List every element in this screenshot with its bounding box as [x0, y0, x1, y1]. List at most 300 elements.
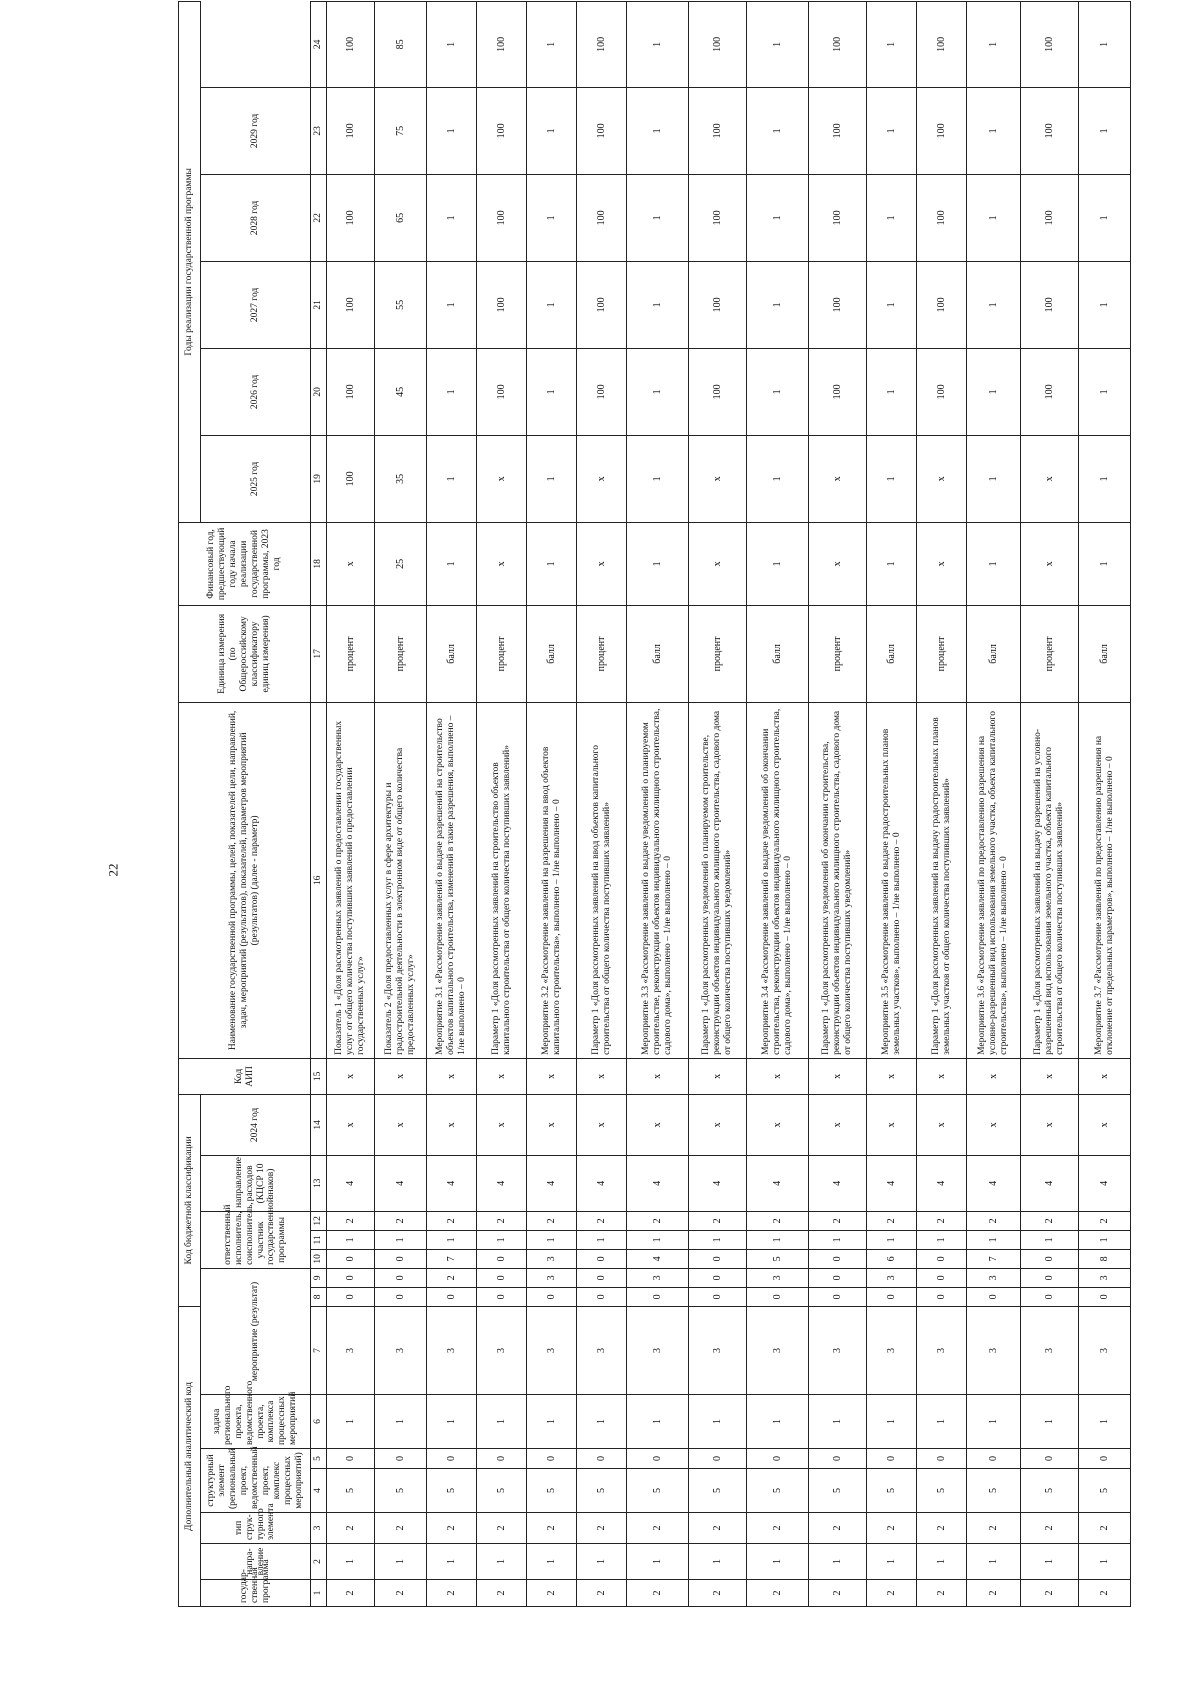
year-value-cell: 1	[747, 435, 809, 522]
unit-cell: процент	[477, 605, 527, 702]
code-cell: 3	[967, 1306, 1021, 1394]
year-value-cell: 1	[627, 87, 689, 174]
code-cell: 2	[427, 1580, 477, 1607]
code-cell: 2	[627, 1513, 689, 1544]
code-cell: 2	[577, 1513, 627, 1544]
year-value-cell: 100	[327, 87, 375, 174]
indicators-table	[178, 1, 1131, 1607]
year-value-cell: 100	[689, 174, 747, 261]
code-cell: 0	[627, 1449, 689, 1469]
code-cell: 0	[327, 1287, 375, 1306]
year-value-cell: 100	[809, 87, 867, 174]
code-cell: 1	[867, 1395, 917, 1449]
code-cell: 4	[917, 1155, 967, 1211]
code-cell: 2	[689, 1580, 747, 1607]
code-cell: 7	[427, 1249, 477, 1268]
code-cell: 2	[967, 1211, 1021, 1230]
year-value-cell: 1	[747, 87, 809, 174]
code-cell: 2	[867, 1211, 917, 1230]
code-cell: x	[967, 1058, 1021, 1094]
code-cell: 1	[917, 1230, 967, 1249]
code-cell: 3	[747, 1268, 809, 1287]
year-value-cell: 1	[967, 87, 1021, 174]
unit-cell: балл	[867, 605, 917, 702]
year-value-cell: 100	[917, 261, 967, 348]
unit-cell: процент	[375, 605, 427, 702]
column-number: 22	[311, 174, 327, 261]
code-cell: 0	[577, 1449, 627, 1469]
table-viewport	[178, 36, 1115, 1607]
table-row	[867, 1, 917, 1606]
code-cell: 5	[527, 1469, 577, 1513]
code-cell: 1	[967, 1395, 1021, 1449]
year-value-cell: 100	[1021, 1, 1079, 87]
code-cell: 1	[747, 1395, 809, 1449]
code-cell: 0	[689, 1268, 747, 1287]
year-value-cell: 100	[577, 348, 627, 435]
code-cell: 0	[375, 1268, 427, 1287]
year-value-cell: 1	[967, 435, 1021, 522]
unit-cell: процент	[327, 605, 375, 702]
code-cell: 2	[375, 1211, 427, 1230]
code-cell: 5	[577, 1469, 627, 1513]
code-cell: 1	[1079, 1230, 1131, 1249]
year-value-cell: 100	[689, 1, 747, 87]
code-cell: 0	[375, 1287, 427, 1306]
code-cell: 5	[747, 1469, 809, 1513]
code-cell: 0	[917, 1249, 967, 1268]
table-row	[917, 1, 967, 1606]
code-cell: 0	[477, 1287, 527, 1306]
code-cell: 3	[967, 1268, 1021, 1287]
column-number: 5	[311, 1449, 327, 1469]
code-cell: 1	[375, 1544, 427, 1580]
code-cell: 0	[867, 1287, 917, 1306]
code-cell: 1	[327, 1544, 375, 1580]
code-cell: 2	[427, 1268, 477, 1287]
code-cell: 3	[427, 1306, 477, 1394]
code-cell: x	[1021, 1094, 1079, 1155]
code-cell: 5	[747, 1249, 809, 1268]
code-cell: 0	[1021, 1249, 1079, 1268]
code-cell: 1	[809, 1230, 867, 1249]
item-name-cell: Мероприятие 3.2 «Рассмотрение заявлений на разрешения на ввод объектов капитального строительства», выполнено – 1/не выполнено – 0	[527, 702, 577, 1058]
code-cell: 4	[1021, 1155, 1079, 1211]
code-cell: 0	[527, 1449, 577, 1469]
code-cell: 1	[627, 1544, 689, 1580]
code-cell: 2	[477, 1580, 527, 1607]
code-cell: x	[689, 1094, 747, 1155]
code-cell: 0	[327, 1449, 375, 1469]
code-cell: 4	[577, 1155, 627, 1211]
year-value-cell: x	[809, 435, 867, 522]
code-cell: 1	[867, 1544, 917, 1580]
code-cell: 1	[627, 1395, 689, 1449]
code-cell: x	[1079, 1058, 1131, 1094]
year-value-cell: 35	[375, 435, 427, 522]
code-cell: 1	[477, 1395, 527, 1449]
code-cell: x	[427, 1058, 477, 1094]
year-value-cell: 1	[1079, 348, 1131, 435]
code-cell: 2	[577, 1580, 627, 1607]
code-cell: x	[747, 1058, 809, 1094]
header-name: Наименование государственной программы, целей, показателей цели, направлений, задач, мероприятий (результатов), показателей, параметров мероприятий (результатов) (далее - параметр)	[179, 702, 311, 1058]
code-cell: 2	[747, 1211, 809, 1230]
code-cell: 5	[917, 1469, 967, 1513]
code-cell: 2	[477, 1513, 527, 1544]
item-name-cell: Параметр 1 «Доля рассмотренных уведомлений о планируемом строительстве, реконструкции объектов индивидуального жилищного строительства, садового дома от общего количества поступивших уведомлений»	[689, 702, 747, 1058]
year-value-cell: 100	[917, 348, 967, 435]
year-value-cell: 1	[427, 261, 477, 348]
code-cell: x	[967, 1094, 1021, 1155]
code-cell: 3	[527, 1249, 577, 1268]
year-value-cell: 1	[867, 261, 917, 348]
code-cell: x	[917, 1058, 967, 1094]
column-number: 12	[311, 1211, 327, 1230]
unit-cell: балл	[967, 605, 1021, 702]
code-cell: x	[427, 1094, 477, 1155]
code-cell: 0	[577, 1249, 627, 1268]
header-year-2027: 2027 год	[201, 261, 311, 348]
code-cell: 0	[1021, 1449, 1079, 1469]
code-cell: 2	[747, 1580, 809, 1607]
base-year-value-cell: x	[689, 522, 747, 605]
code-cell: 4	[809, 1155, 867, 1211]
code-cell: 1	[747, 1230, 809, 1249]
header-struct-type: тип струк-турного элемента	[201, 1513, 311, 1544]
header-executor: ответственный исполнитель, соисполнитель, участник государственной программы	[201, 1211, 311, 1268]
code-cell: 2	[867, 1580, 917, 1607]
code-cell: x	[689, 1058, 747, 1094]
code-cell: 0	[477, 1449, 527, 1469]
year-value-cell: 100	[477, 174, 527, 261]
code-cell: 5	[427, 1469, 477, 1513]
code-cell: 3	[809, 1306, 867, 1394]
code-cell: 0	[689, 1287, 747, 1306]
column-number: 23	[311, 87, 327, 174]
code-cell: 0	[477, 1249, 527, 1268]
code-cell: 4	[477, 1155, 527, 1211]
code-cell: x	[577, 1058, 627, 1094]
column-number: 16	[311, 702, 327, 1058]
code-cell: x	[477, 1058, 527, 1094]
table-row	[577, 1, 627, 1606]
base-year-value-cell: 1	[747, 522, 809, 605]
code-cell: 3	[375, 1306, 427, 1394]
column-number: 14	[311, 1094, 327, 1155]
year-value-cell: 1	[527, 348, 577, 435]
code-cell: 5	[327, 1469, 375, 1513]
code-cell: 2	[527, 1513, 577, 1544]
base-year-value-cell: x	[327, 522, 375, 605]
unit-cell: балл	[427, 605, 477, 702]
code-cell: 1	[689, 1230, 747, 1249]
unit-cell: балл	[627, 605, 689, 702]
code-cell: 1	[1021, 1544, 1079, 1580]
column-number: 21	[311, 261, 327, 348]
year-value-cell: x	[577, 435, 627, 522]
year-value-cell: 100	[809, 348, 867, 435]
code-cell: 2	[747, 1513, 809, 1544]
header-expense: направление расходов (КЦСР 10 знаков)	[201, 1155, 311, 1211]
code-cell: 3	[747, 1306, 809, 1394]
code-cell: 2	[375, 1513, 427, 1544]
year-value-cell: 1	[867, 348, 917, 435]
code-cell: 4	[627, 1155, 689, 1211]
item-name-cell: Параметр 1 «Доля рассмотренных заявлений на выдачу градостроительных планов земельных участков от общего количества поступивших заявлений»	[917, 702, 967, 1058]
header-years-group: Годы реализации государственной программы	[179, 1, 201, 522]
code-cell: 1	[1079, 1544, 1131, 1580]
code-cell: 4	[867, 1155, 917, 1211]
year-value-cell: 1	[867, 1, 917, 87]
code-cell: 5	[689, 1469, 747, 1513]
item-name-cell: Параметр 1 «Доля рассмотренных заявлений на строительство объектов капитального строительства от общего количества поступивших заявлений»	[477, 702, 527, 1058]
code-cell: 1	[967, 1230, 1021, 1249]
year-value-cell: 100	[477, 348, 527, 435]
item-name-cell: Мероприятие 3.1 «Рассмотрение заявлений о выдаче разрешений на строительство объектов капитального строительства, изменений в такие разрешения, выполнено – 1/не выполнено – 0	[427, 702, 477, 1058]
unit-cell: балл	[747, 605, 809, 702]
column-number: 6	[311, 1395, 327, 1449]
code-cell: 0	[1079, 1449, 1131, 1469]
base-year-value-cell: 1	[527, 522, 577, 605]
year-value-cell: 1	[1079, 1, 1131, 87]
code-cell: 2	[967, 1580, 1021, 1607]
item-name-cell: Мероприятие 3.6 «Рассмотрение заявлений по предоставлению разрешения на условно-разрешенный вид использования земельного участка, объекта капитального строительства», выполнено – 1/не выполнено – 0	[967, 702, 1021, 1058]
code-cell: 0	[577, 1268, 627, 1287]
year-value-cell: 1	[867, 174, 917, 261]
column-number: 2	[311, 1544, 327, 1580]
column-number: 7	[311, 1306, 327, 1394]
year-value-cell: x	[689, 435, 747, 522]
code-cell: 3	[577, 1306, 627, 1394]
table-row	[809, 1, 867, 1606]
table-row	[427, 1, 477, 1606]
code-cell: 3	[917, 1306, 967, 1394]
year-value-cell: 100	[327, 435, 375, 522]
base-year-value-cell: 1	[627, 522, 689, 605]
item-name-cell: Мероприятие 3.4 «Рассмотрение заявлений о выдаче уведомлений об окончании строительства, реконструкции объектов индивидуального жилищного строительства, садового дома», выполнено – 1/не выполнено – 0	[747, 702, 809, 1058]
base-year-value-cell: 1	[967, 522, 1021, 605]
year-value-cell: 100	[689, 348, 747, 435]
code-cell: 1	[375, 1395, 427, 1449]
code-cell: 1	[327, 1230, 375, 1249]
year-value-cell: 100	[577, 261, 627, 348]
code-cell: 3	[527, 1268, 577, 1287]
year-value-cell: 1	[627, 435, 689, 522]
code-cell: 1	[427, 1230, 477, 1249]
code-cell: x	[867, 1058, 917, 1094]
year-value-cell: 100	[1021, 348, 1079, 435]
code-cell: 5	[867, 1469, 917, 1513]
year-value-cell: 100	[689, 261, 747, 348]
column-number: 17	[311, 605, 327, 702]
item-name-cell: Параметр 1 «Доля рассмотренных заявлений на выдачу разрешений на условно-разрешенный вид использования земельного участка, объекта капитального строительства от общего количества поступивших заявлений»	[1021, 702, 1079, 1058]
year-value-cell: 1	[527, 174, 577, 261]
code-cell: x	[747, 1094, 809, 1155]
year-value-cell: 100	[327, 174, 375, 261]
year-value-cell: 100	[917, 87, 967, 174]
code-cell: 3	[689, 1306, 747, 1394]
year-value-cell: 75	[375, 87, 427, 174]
year-value-cell: 1	[867, 435, 917, 522]
header-event: мероприятие (результат)	[201, 1268, 311, 1394]
code-cell: 0	[627, 1287, 689, 1306]
code-cell: 3	[327, 1306, 375, 1394]
header-year-2026: 2026 год	[201, 348, 311, 435]
code-cell: 1	[809, 1395, 867, 1449]
header-year-2025: 2025 год	[201, 435, 311, 522]
code-cell: 2	[577, 1211, 627, 1230]
code-cell: 7	[967, 1249, 1021, 1268]
code-cell: 2	[327, 1580, 375, 1607]
code-cell: x	[477, 1094, 527, 1155]
code-cell: x	[627, 1094, 689, 1155]
code-cell: 2	[917, 1211, 967, 1230]
code-cell: x	[1021, 1058, 1079, 1094]
header-year-2029: 2029 год	[201, 87, 311, 174]
unit-cell: балл	[1079, 605, 1131, 702]
year-value-cell: x	[477, 435, 527, 522]
code-cell: 1	[1079, 1395, 1131, 1449]
year-value-cell: 100	[809, 261, 867, 348]
code-cell: 3	[527, 1306, 577, 1394]
header-task: задача регионального проекта, ведомственного проекта, комплекса процессных мероприятий	[201, 1395, 311, 1449]
code-cell: 0	[577, 1287, 627, 1306]
code-cell: x	[375, 1094, 427, 1155]
base-year-value-cell: 1	[867, 522, 917, 605]
year-value-cell: 1	[747, 261, 809, 348]
table-row	[375, 1, 427, 1606]
code-cell: 2	[809, 1580, 867, 1607]
year-value-cell: 100	[689, 87, 747, 174]
unit-cell: процент	[917, 605, 967, 702]
code-cell: 1	[867, 1230, 917, 1249]
code-cell: 0	[1021, 1287, 1079, 1306]
year-value-cell: 1	[967, 261, 1021, 348]
year-value-cell: 1	[1079, 261, 1131, 348]
table-row	[1079, 1, 1131, 1606]
code-cell: 4	[527, 1155, 577, 1211]
code-cell: x	[867, 1094, 917, 1155]
column-number: 24	[311, 1, 327, 87]
code-cell: 2	[1021, 1513, 1079, 1544]
code-cell: 2	[1079, 1513, 1131, 1544]
code-cell: 4	[375, 1155, 427, 1211]
code-cell: 0	[809, 1449, 867, 1469]
year-value-cell: 1	[527, 87, 577, 174]
code-cell: 2	[527, 1580, 577, 1607]
code-cell: 2	[327, 1513, 375, 1544]
year-value-cell: 100	[917, 1, 967, 87]
year-value-cell: 100	[477, 1, 527, 87]
column-number: 11	[311, 1230, 327, 1249]
base-year-value-cell: x	[1021, 522, 1079, 605]
code-cell: 4	[747, 1155, 809, 1211]
year-value-cell: 85	[375, 1, 427, 87]
code-cell: x	[527, 1058, 577, 1094]
code-cell: 0	[917, 1287, 967, 1306]
code-cell: x	[1079, 1094, 1131, 1155]
code-cell: 1	[689, 1395, 747, 1449]
code-cell: 3	[1079, 1268, 1131, 1287]
code-cell: 3	[1079, 1306, 1131, 1394]
code-cell: x	[327, 1094, 375, 1155]
header-direction: напра-вление	[201, 1544, 311, 1580]
code-cell: 2	[917, 1580, 967, 1607]
column-number: 3	[311, 1513, 327, 1544]
column-number: 15	[311, 1058, 327, 1094]
code-cell: 1	[917, 1544, 967, 1580]
page-number: 22	[105, 863, 121, 877]
year-value-cell: x	[917, 435, 967, 522]
code-cell: 1	[427, 1395, 477, 1449]
base-year-value-cell: 25	[375, 522, 427, 605]
code-cell: 2	[427, 1513, 477, 1544]
item-name-cell: Мероприятие 3.5 «Рассмотрение заявлений о выдаче градостроительных планов земельных участков», выполнено – 1/не выполнено – 0	[867, 702, 917, 1058]
code-cell: 1	[689, 1544, 747, 1580]
column-number-row	[311, 1, 327, 1606]
code-cell: x	[627, 1058, 689, 1094]
code-cell: x	[375, 1058, 427, 1094]
year-value-cell: 1	[527, 435, 577, 522]
year-value-cell: 100	[809, 1, 867, 87]
code-cell: 1	[1021, 1395, 1079, 1449]
year-value-cell: 100	[917, 174, 967, 261]
year-value-cell: 100	[477, 261, 527, 348]
header-program: государ-ственная программа	[201, 1580, 311, 1607]
year-value-cell: 1	[1079, 174, 1131, 261]
header-additional-code: Дополнительный аналитический код	[179, 1306, 201, 1606]
code-cell: 2	[809, 1211, 867, 1230]
code-cell: 4	[967, 1155, 1021, 1211]
code-cell: 0	[809, 1268, 867, 1287]
year-value-cell: 1	[527, 261, 577, 348]
year-value-cell: 100	[809, 174, 867, 261]
code-cell: 0	[809, 1249, 867, 1268]
code-cell: 2	[327, 1211, 375, 1230]
item-name-cell: Мероприятие 3.3 «Рассмотрение заявлений о выдаче уведомлений о планируемом строительстве, реконструкции объектов индивидуального жилищного строительства, садового дома», выполнено – 1/не выполнено – 0	[627, 702, 689, 1058]
header-aip: Код АИП	[179, 1058, 311, 1094]
year-value-cell: 100	[327, 261, 375, 348]
column-number: 20	[311, 348, 327, 435]
code-cell: 1	[527, 1544, 577, 1580]
code-cell: 0	[689, 1249, 747, 1268]
year-value-cell: 65	[375, 174, 427, 261]
column-number: 8	[311, 1287, 327, 1306]
code-cell: 4	[1079, 1155, 1131, 1211]
code-cell: 0	[1021, 1268, 1079, 1287]
table-row	[689, 1, 747, 1606]
code-cell: 1	[477, 1230, 527, 1249]
table-row	[1021, 1, 1079, 1606]
year-value-cell: 1	[747, 174, 809, 261]
column-number: 10	[311, 1249, 327, 1268]
table-body	[327, 1, 1131, 1606]
header-budget-code: Код бюджетной классификации	[179, 1094, 201, 1306]
column-number: 1	[311, 1580, 327, 1607]
table-row	[477, 1, 527, 1606]
code-cell: 2	[1021, 1211, 1079, 1230]
year-value-cell: 1	[627, 348, 689, 435]
year-value-cell: x	[1021, 435, 1079, 522]
year-value-cell: 1	[427, 87, 477, 174]
code-cell: 0	[747, 1287, 809, 1306]
code-cell: 3	[627, 1306, 689, 1394]
code-cell: 3	[867, 1306, 917, 1394]
code-cell: 0	[917, 1268, 967, 1287]
year-value-cell: 100	[1021, 174, 1079, 261]
base-year-value-cell: 1	[427, 522, 477, 605]
